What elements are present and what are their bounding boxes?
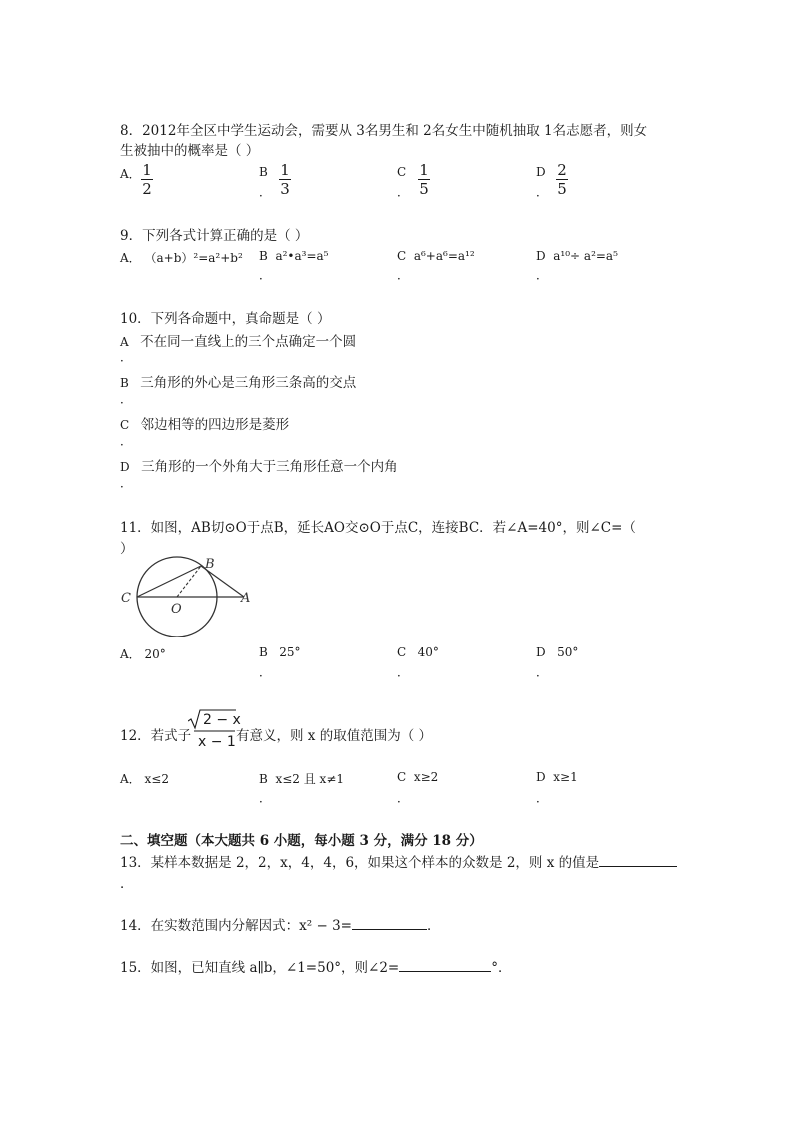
q11-option-d-dot: ． bbox=[536, 665, 549, 679]
q8-option-c-fraction bbox=[418, 162, 430, 197]
q13-question bbox=[120, 851, 677, 871]
q15-question bbox=[120, 956, 512, 976]
q11-option-d bbox=[536, 645, 578, 659]
q9-option-a-letter: A． bbox=[120, 251, 141, 265]
q9-option-b-letter: B bbox=[259, 249, 268, 263]
q10-option-b-text: 三角形的外心是三角形三条高的交点 bbox=[140, 375, 357, 391]
q12-option-d-text: x≥1 bbox=[553, 770, 578, 784]
q9-option-b bbox=[259, 249, 329, 263]
q8-option-c-num: 1 bbox=[419, 161, 429, 179]
q11-option-d-text: 50° bbox=[557, 645, 579, 659]
q11-option-a-letter: A． bbox=[120, 647, 141, 661]
q11-option-c-letter: C bbox=[397, 645, 407, 659]
q12-denominator: x − 1 bbox=[198, 734, 236, 750]
q11-option-c-dot: ． bbox=[397, 665, 410, 679]
q12-option-a-text: x≤2 bbox=[144, 772, 169, 786]
q10-option-b-letter: B bbox=[120, 376, 129, 390]
q15-answer-blank[interactable] bbox=[399, 971, 491, 972]
q8-option-b-den: 3 bbox=[280, 180, 290, 198]
q11-option-b-dot: ． bbox=[259, 665, 272, 679]
q8-option-c-den: 5 bbox=[419, 180, 429, 198]
q15-text: 15．如图，已知直线 a∥b，∠1=50°，则∠2= bbox=[120, 960, 400, 976]
q12-option-a bbox=[120, 770, 169, 787]
q9-option-a-text: （a+b）²=a²+b² bbox=[144, 251, 243, 265]
q9-option-c bbox=[397, 249, 475, 263]
q9-option-c-letter: C bbox=[397, 249, 407, 263]
q9-option-d-text: a¹⁰÷ a²=a⁵ bbox=[553, 249, 618, 263]
q12-option-b-text: x≤2 且 x≠1 bbox=[275, 772, 345, 786]
q12-option-d-letter: D bbox=[536, 770, 546, 784]
q8-option-d-letter: D bbox=[536, 165, 546, 179]
q10-option-b bbox=[120, 371, 356, 391]
q11-option-a bbox=[120, 645, 166, 662]
q10-option-a-text: 不在同一直线上的三个点确定一个圆 bbox=[140, 334, 357, 350]
q12-option-d-dot: ． bbox=[536, 791, 549, 805]
q12-option-a-letter: A． bbox=[120, 772, 141, 786]
q10-option-a bbox=[120, 330, 356, 350]
q14-text: 14．在实数范围内分解因式：x² − 3= bbox=[120, 918, 352, 934]
label-c: C bbox=[121, 591, 131, 606]
q11-option-d-letter: D bbox=[536, 645, 546, 659]
q8-option-d-fraction bbox=[556, 162, 568, 197]
q8-option-d-num: 2 bbox=[557, 161, 567, 179]
q10-option-d-dot: ． bbox=[120, 476, 133, 490]
q11-option-b-text: 25° bbox=[279, 645, 301, 659]
q12-option-c-dot: ． bbox=[397, 791, 410, 805]
label-o: O bbox=[171, 602, 182, 617]
q8-option-a-fraction bbox=[141, 162, 153, 197]
q15-tail: °． bbox=[491, 960, 512, 976]
q10-option-d-text: 三角形的一个外角大于三角形任意一个内角 bbox=[141, 459, 398, 475]
q8-option-b-num: 1 bbox=[280, 161, 290, 179]
q8-option-c-letter: C bbox=[397, 165, 407, 179]
q12-option-b-letter: B bbox=[259, 772, 268, 786]
q9-option-d bbox=[536, 249, 618, 263]
q8-option-a-letter: A． bbox=[120, 167, 141, 181]
q10-option-c-letter: C bbox=[120, 418, 130, 432]
q9-option-c-text: a⁶+a⁶=a¹² bbox=[413, 249, 475, 263]
q13-tail: ． bbox=[120, 876, 134, 892]
q12-radicand: 2 − x bbox=[203, 712, 241, 728]
q12-option-c-text: x≥2 bbox=[413, 770, 439, 784]
q9-option-c-dot: ． bbox=[397, 268, 410, 282]
q10-option-c bbox=[120, 413, 289, 433]
q10-option-b-dot: ． bbox=[120, 392, 133, 406]
q11-option-a-text: 20° bbox=[144, 647, 166, 661]
q8-option-a-den: 2 bbox=[142, 180, 152, 198]
q12-stem-prefix: 12．若式子 bbox=[120, 728, 192, 744]
q9-option-b-dot: ． bbox=[259, 268, 272, 282]
q11-option-b bbox=[259, 645, 301, 659]
q14-question bbox=[120, 914, 441, 934]
label-a: A bbox=[241, 591, 251, 606]
q11-circle-figure bbox=[115, 552, 260, 637]
q14-answer-blank[interactable] bbox=[352, 929, 427, 930]
q12-option-b bbox=[259, 770, 344, 787]
q12-stem-suffix: 有意义，则 x 的取值范围为（ ） bbox=[236, 728, 432, 744]
q11-option-c-text: 40° bbox=[417, 645, 439, 659]
q8-option-b-fraction bbox=[279, 162, 291, 197]
q9-option-d-dot: ． bbox=[536, 268, 549, 282]
q8-stem-line1: 8．2012年全区中学生运动会，需要从 3名男生和 2名女生中随机抽取 1名志愿者，则女 bbox=[120, 123, 648, 139]
q8-option-a-num: 1 bbox=[142, 161, 152, 179]
q12-option-c bbox=[397, 770, 438, 784]
q10-option-d bbox=[120, 455, 398, 475]
label-b: B bbox=[205, 557, 215, 572]
q10-option-a-dot: ． bbox=[120, 350, 133, 364]
q10-option-d-letter: D bbox=[120, 460, 130, 474]
q12-option-b-dot: ． bbox=[259, 791, 272, 805]
q9-option-b-text: a²•a³=a⁵ bbox=[275, 249, 329, 263]
q8-option-c-dot: ． bbox=[397, 185, 410, 199]
q13-text: 13．某样本数据是 2，2，x，4，4，6，如果这个样本的众数是 2，则 x 的值是 bbox=[120, 855, 600, 871]
q9-option-a bbox=[120, 249, 243, 266]
q11-stem-line2: ） bbox=[120, 541, 134, 557]
q8-option-d-dot: ． bbox=[536, 185, 549, 199]
q14-tail: ． bbox=[427, 918, 441, 934]
q10-option-a-letter: A bbox=[120, 335, 129, 349]
q8-option-b-letter: B bbox=[259, 165, 268, 179]
q11-stem-line1: 11．如图，AB切⊙O于点B，延长AO交⊙O于点C，连接BC．若∠A=40°，则∠C=（ bbox=[120, 520, 636, 536]
line-ob-dashed bbox=[177, 566, 201, 597]
q9-option-d-letter: D bbox=[536, 249, 546, 263]
q12-option-d bbox=[536, 770, 578, 784]
q10-stem: 10．下列各命题中，真命题是（ ） bbox=[120, 311, 331, 327]
q9-stem: 9．下列各式计算正确的是（ ） bbox=[120, 228, 309, 244]
q8-option-b-dot: ． bbox=[259, 185, 272, 199]
q12-option-c-letter: C bbox=[397, 770, 407, 784]
q10-option-c-dot: ． bbox=[120, 434, 133, 448]
q13-answer-blank[interactable] bbox=[599, 866, 677, 867]
q11-option-b-letter: B bbox=[259, 645, 268, 659]
section-fill-blank-title: 二、填空题（本大题共 6 小题，每小题 3 分，满分 18 分） bbox=[120, 833, 483, 849]
q10-option-c-text: 邻边相等的四边形是菱形 bbox=[140, 417, 290, 433]
q11-option-c bbox=[397, 645, 439, 659]
q8-stem-line2: 生被抽中的概率是（ ） bbox=[120, 143, 260, 159]
q8-option-d-den: 5 bbox=[557, 180, 567, 198]
